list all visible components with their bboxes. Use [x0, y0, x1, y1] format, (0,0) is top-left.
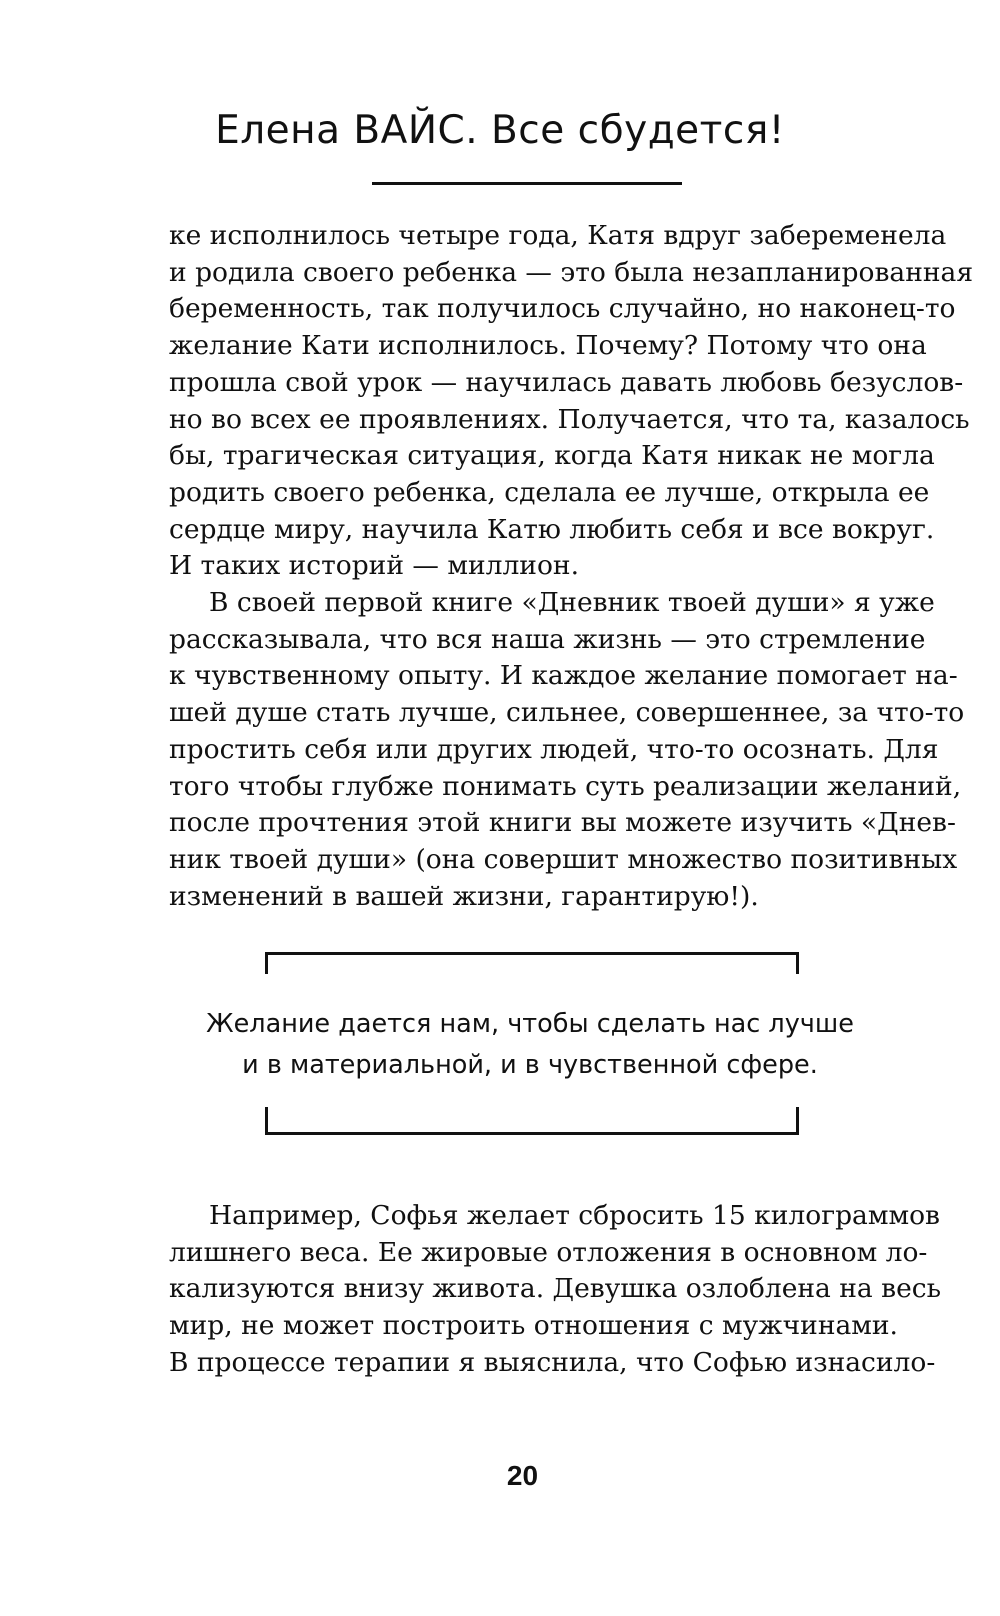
- text-line: лишнего веса. Ее жировые отложения в основном ло-: [169, 1236, 928, 1268]
- running-header-title: Елена ВАЙС. Все сбудется!: [215, 108, 785, 153]
- text-line: И таких историй — миллион.: [169, 550, 579, 582]
- callout-line: Желание дается нам, чтобы сделать нас лучше: [206, 1009, 854, 1039]
- text-line: простить себя или других людей, что-то осознать. Для: [169, 733, 939, 765]
- text-line: того чтобы глубже понимать суть реализации желаний,: [169, 770, 962, 802]
- text-line: В процессе терапии я выяснила, что Софью изнасило-: [169, 1346, 936, 1378]
- text-line: В своей первой книге «Дневник твоей души» я уже: [209, 587, 935, 619]
- text-line: ник твоей души» (она совершит множество позитивных: [169, 843, 958, 875]
- text-line: кализуются внизу живота. Девушка озлоблена на весь: [169, 1273, 942, 1305]
- text-line: мир, не может построить отношения с мужчинами.: [169, 1310, 898, 1342]
- text-line: и родила своего ребенка — это была незапланированная: [169, 256, 974, 288]
- callout-line: и в материальной, и в чувственной сфере.: [242, 1050, 818, 1080]
- text-line: изменений в вашей жизни, гарантирую!).: [169, 880, 759, 912]
- text-line: Например, Софья желает сбросить 15 килограммов: [209, 1200, 940, 1231]
- page-number: 20: [506, 1460, 539, 1491]
- callout-top-bracket: [265, 952, 799, 974]
- text-line: к чувственному опыту. И каждое желание помогает на-: [169, 660, 958, 692]
- callout-bottom-bracket: [265, 1107, 799, 1135]
- main-text-block: [169, 218, 974, 915]
- text-line: родить своего ребенка, сделала ее лучше, открыла ее: [169, 476, 930, 508]
- text-line: после прочтения этой книги вы можете изучить «Днев-: [169, 807, 956, 839]
- text-line: ке исполнилось четыре года, Катя вдруг забеременела: [169, 220, 947, 251]
- text-line: шей душе стать лучше, сильнее, совершеннее, за что-то: [169, 697, 965, 729]
- text-line: прошла свой урок — научилась давать любовь безуслов-: [169, 366, 964, 398]
- text-line: желание Кати исполнилось. Почему? Потому что она: [169, 330, 927, 362]
- text-line: беременность, так получилось случайно, но наконец-то: [169, 293, 956, 325]
- continuation-text-block: [169, 1198, 942, 1382]
- header-divider: [372, 182, 682, 185]
- text-line: рассказывала, что вся наша жизнь — это стремление: [169, 623, 926, 655]
- text-line: но во всех ее проявлениях. Получается, что та, казалось: [169, 403, 970, 435]
- text-line: бы, трагическая ситуация, когда Катя никак не могла: [169, 440, 935, 472]
- callout-quote: [150, 1004, 910, 1086]
- text-line: сердце миру, научила Катю любить себя и все вокруг.: [169, 513, 935, 545]
